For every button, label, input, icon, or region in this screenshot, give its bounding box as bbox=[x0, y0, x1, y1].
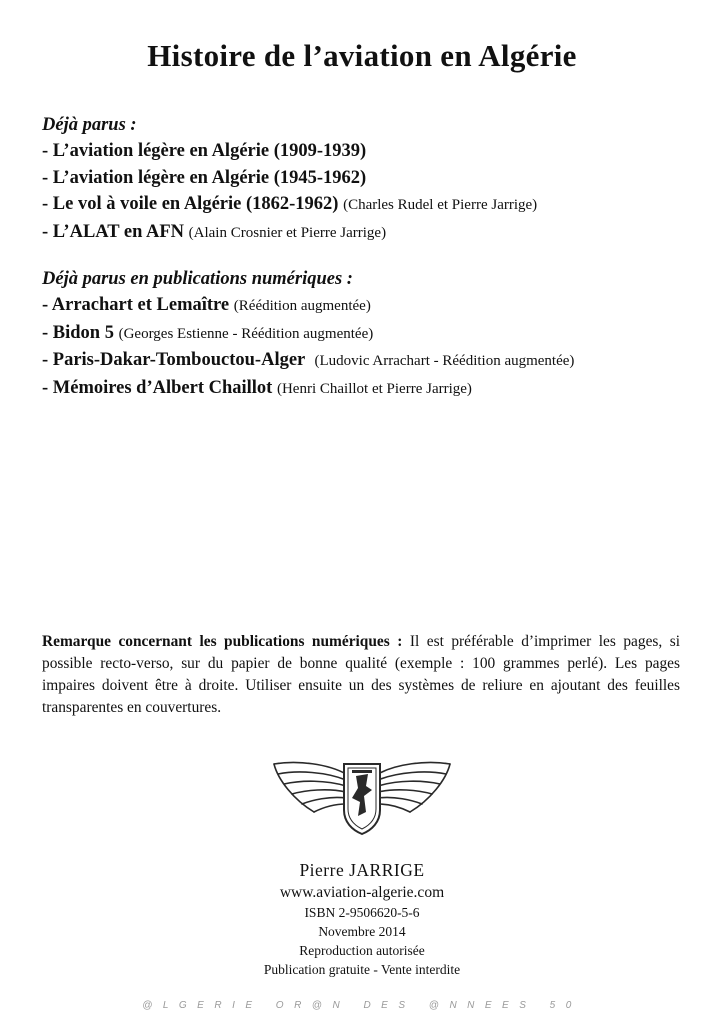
footer bbox=[0, 858, 724, 979]
distribution-note: Publication gratuite - Vente interdite bbox=[263, 962, 461, 977]
book-title: - Mémoires d’Albert Chaillot bbox=[42, 377, 273, 398]
remark-paragraph bbox=[42, 631, 680, 719]
already-published-heading: Déjà parus : bbox=[42, 115, 137, 135]
winged-badge-icon bbox=[268, 756, 456, 836]
website-link[interactable]: www.aviation-algerie.com bbox=[279, 884, 445, 901]
book-title: - Paris-Dakar-Tombouctou-Alger bbox=[42, 350, 306, 370]
book-title: - Le vol à voile en Algérie (1862-1962) bbox=[42, 194, 339, 214]
book-note: (Réédition augmentée) bbox=[233, 298, 371, 314]
reproduction-note: Reproduction autorisée bbox=[299, 943, 425, 958]
book-title: - Bidon 5 bbox=[42, 322, 114, 343]
book-note: (Charles Rudel et Pierre Jarrige) bbox=[343, 197, 538, 213]
isbn: ISBN 2-9506620-5-6 bbox=[304, 905, 420, 920]
list-item bbox=[42, 165, 694, 192]
list-item bbox=[42, 347, 694, 375]
book-note: (Georges Estienne - Réédition augmentée) bbox=[118, 325, 374, 342]
book-title: - L’aviation légère en Algérie (1945-1962) bbox=[42, 167, 367, 188]
book-note: (Ludovic Arrachart - Réédition augmentée) bbox=[314, 353, 575, 369]
book-note: (Henri Chaillot et Pierre Jarrige) bbox=[276, 380, 472, 397]
list-item bbox=[42, 138, 694, 165]
already-published-section bbox=[42, 112, 694, 246]
book-title: - L’aviation légère en Algérie (1909-1939) bbox=[42, 141, 367, 161]
book-title: - Arrachart et Lemaître bbox=[42, 295, 230, 315]
book-note: (Alain Crosnier et Pierre Jarrige) bbox=[188, 224, 387, 241]
list-item bbox=[42, 320, 694, 348]
digital-publications-heading: Déjà parus en publications numériques : bbox=[42, 269, 353, 289]
list-item bbox=[42, 219, 694, 247]
book-title: - L’ALAT en AFN bbox=[42, 221, 185, 242]
remark-text: Il est préférable d’imprimer les pages, si possible recto-verso, sur du papier de bonne qualité (exemple : 100 grammes perlé). Les pages impaires doivent être à droite. Utiliser ensuite un des systèmes de reliure en ajoutant des feuilles transparentes en couvertures. bbox=[42, 633, 681, 716]
list-item bbox=[42, 292, 694, 320]
remark-lead: Remarque concernant les publications numériques : bbox=[42, 633, 403, 650]
page-title: Histoire de l’aviation en Algérie bbox=[147, 38, 577, 73]
list-item bbox=[42, 375, 694, 403]
digital-publications-section bbox=[42, 266, 694, 402]
author-name: Pierre JARRIGE bbox=[299, 860, 425, 880]
publication-date: Novembre 2014 bbox=[318, 924, 406, 939]
list-item bbox=[42, 191, 694, 219]
watermark-line: @LGERIE OR@N DES @NNEES 50 bbox=[142, 1000, 582, 1011]
